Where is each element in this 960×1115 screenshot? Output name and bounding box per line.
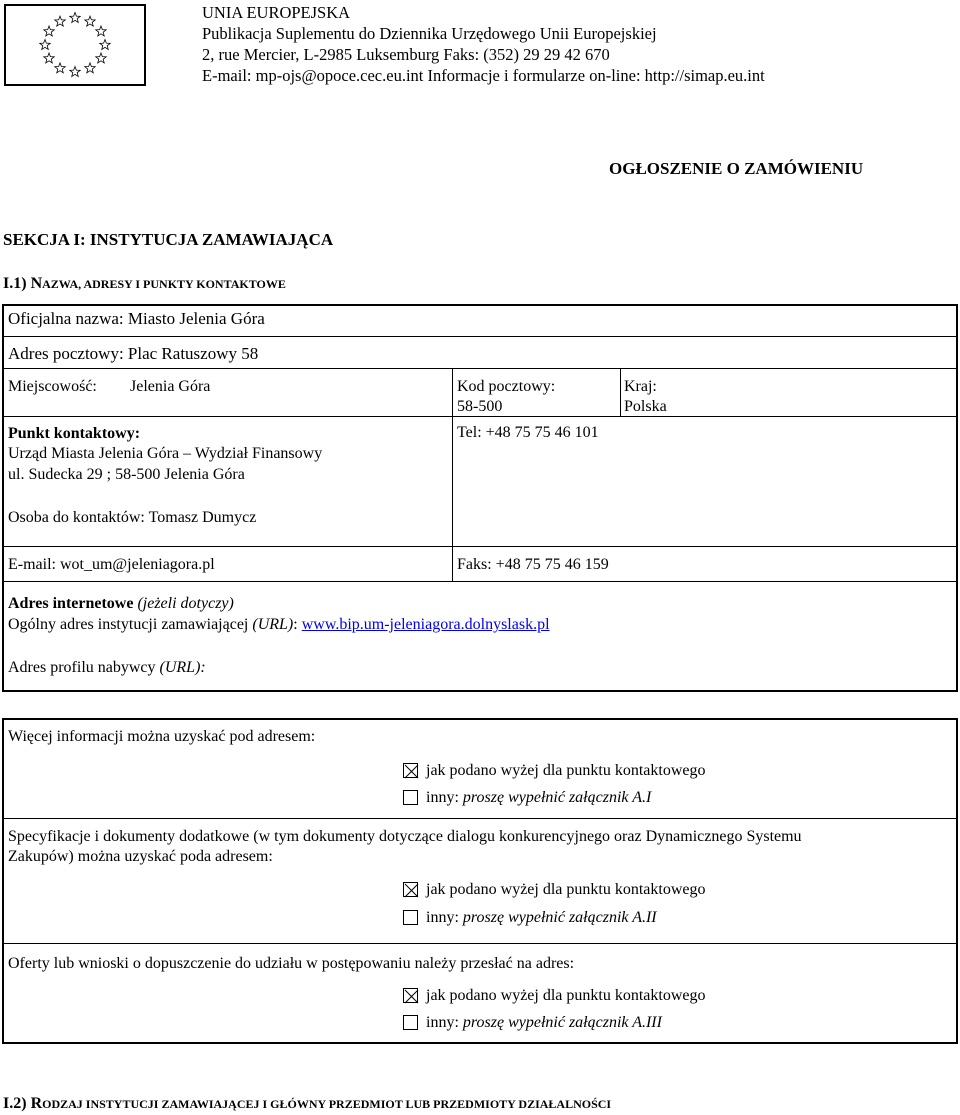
general-url-link[interactable]: www.bip.um-jeleniagora.dolnyslask.pl — [301, 616, 550, 633]
buyer-profile-note: (URL): — [159, 659, 206, 676]
flag-star — [44, 26, 54, 36]
more-info-same-label: jak podano wyżej dla punktu kontaktowego — [426, 762, 706, 779]
telephone: Tel: +48 75 75 46 101 — [457, 424, 599, 441]
header-org: UNIA EUROPEJSKA — [202, 3, 351, 22]
postal-address: Adres pocztowy: Plac Ratuszowy 58 — [8, 344, 259, 363]
postcode-label: Kod pocztowy: — [457, 378, 556, 395]
offers-other-label — [426, 1013, 662, 1033]
offers-other-prefix: inny: — [426, 1014, 459, 1031]
header-line-contact: E-mail: mp-ojs@opoce.cec.eu.int Informacje i formularze on-line: http://simap.eu.int — [202, 66, 765, 85]
flag-star — [96, 53, 106, 63]
postcode-value: 58-500 — [457, 398, 503, 415]
general-address-prefix: Ogólny adres instytucji zamawiającej — [8, 616, 249, 633]
fax: Faks: +48 75 75 46 159 — [457, 556, 609, 573]
section-title: SEKCJA I: INSTYTUCJA ZAMAWIAJĄCA — [3, 230, 334, 249]
contact-person: Osoba do kontaktów: Tomasz Dumycz — [8, 509, 257, 526]
more-info-other-checkbox[interactable] — [403, 790, 418, 805]
city-label: Miejscowość: — [8, 378, 97, 395]
internet-label: Adres internetowe — [8, 595, 134, 612]
offers-question: Oferty lub wnioski o dopuszczenie do udziału w postępowaniu należy przesłać na adres: — [8, 955, 575, 972]
contact-point-label: Punkt kontaktowy: — [8, 425, 141, 442]
subsection-2-number: I.2) — [3, 1095, 31, 1112]
specs-other-checkbox[interactable] — [403, 910, 418, 925]
more-info-question: Więcej informacji można uzyskać pod adresem: — [8, 728, 316, 745]
flag-star — [44, 53, 54, 63]
publisher-header — [202, 2, 765, 86]
eu-flag-icon — [4, 4, 146, 86]
subsection-2-initial: R — [30, 1095, 43, 1112]
subsection-2-rest: ODZAJ INSTYTUCJI ZAMAWIAJĄCEJ I GŁÓWNY PRZEDMIOT LUB PRZEDMIOTY DZIAŁALNOŚCI — [42, 1097, 612, 1111]
flag-star — [96, 26, 106, 36]
eu-stars-icon — [6, 6, 144, 84]
specs-question-line1: Specyfikacje i dokumenty dodatkowe (w tym dokumenty dotyczące dialogu konkurencyjnego oraz Dynamicznego Systemu — [8, 828, 802, 845]
subsection-heading — [3, 274, 286, 294]
contact-point-line2: ul. Sudecka 29 ; 58-500 Jelenia Góra — [8, 466, 245, 483]
subsection-number: I.1) — [3, 275, 31, 292]
general-address-line — [8, 615, 550, 635]
flag-star — [70, 13, 80, 23]
official-name: Oficjalna nazwa: Miasto Jelenia Góra — [8, 309, 265, 328]
subsection-initial: N — [30, 275, 43, 292]
specs-other-label — [426, 908, 657, 928]
more-info-other-prefix: inny: — [426, 789, 459, 806]
buyer-profile-line — [8, 658, 206, 678]
offers-other-checkbox[interactable] — [403, 1015, 418, 1030]
internet-note: (jeżeli dotyczy) — [137, 595, 234, 612]
specs-question-line2: Zakupów) można uzyskać poda adresem: — [8, 848, 273, 865]
flag-star — [100, 40, 110, 50]
more-info-same-checkbox[interactable] — [403, 763, 418, 778]
offers-other-note: proszę wypełnić załącznik A.III — [462, 1014, 662, 1031]
city-value: Jelenia Góra — [130, 378, 211, 395]
flag-star — [55, 16, 65, 26]
country-label: Kraj: — [624, 378, 657, 395]
flag-star — [70, 67, 80, 77]
contact-point-line1: Urząd Miasta Jelenia Góra – Wydział Finansowy — [8, 445, 323, 462]
subsection-2-heading — [3, 1094, 611, 1114]
specs-other-note: proszę wypełnić załącznik A.II — [462, 909, 657, 926]
email: E-mail: wot_um@jeleniagora.pl — [8, 556, 215, 573]
buyer-profile-prefix: Adres profilu nabywcy — [8, 659, 156, 676]
specs-other-prefix: inny: — [426, 909, 459, 926]
flag-star — [85, 16, 95, 26]
header-line-address: 2, rue Mercier, L-2985 Luksemburg Faks: (352) 29 29 42 670 — [202, 45, 610, 64]
page-title: OGŁOSZENIE O ZAMÓWIENIU — [609, 159, 864, 178]
subsection-rest: AZWA, ADRESY I PUNKTY KONTAKTOWE — [42, 277, 286, 291]
flag-star — [40, 40, 50, 50]
specs-same-label: jak podano wyżej dla punktu kontaktowego — [426, 881, 706, 898]
flag-star — [85, 63, 95, 73]
country-value: Polska — [624, 398, 667, 415]
header-line-publication: Publikacja Suplementu do Dziennika Urzędowego Unii Europejskiej — [202, 24, 657, 43]
offers-same-label: jak podano wyżej dla punktu kontaktowego — [426, 987, 706, 1004]
colon: : — [293, 616, 298, 633]
more-info-other-note: proszę wypełnić załącznik A.I — [462, 789, 652, 806]
offers-same-checkbox[interactable] — [403, 988, 418, 1003]
internet-address-heading — [8, 594, 234, 614]
specs-same-checkbox[interactable] — [403, 882, 418, 897]
more-info-other-label — [426, 788, 651, 808]
url-note: (URL) — [252, 616, 294, 633]
flag-star — [55, 63, 65, 73]
